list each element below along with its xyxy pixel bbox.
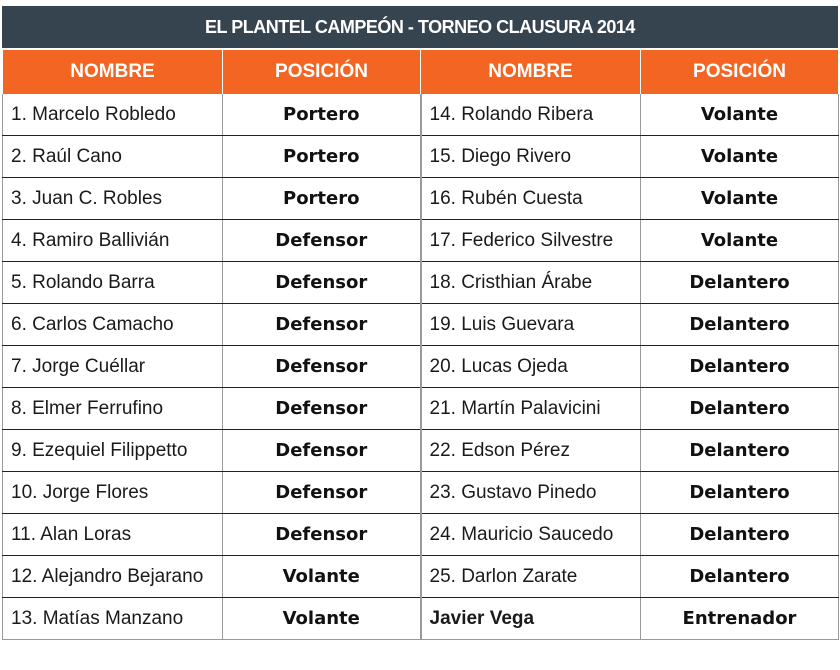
- table-row: [3, 304, 839, 346]
- player-position-right: Delantero: [641, 388, 839, 430]
- player-position-left: Defensor: [223, 514, 421, 556]
- player-position-left: Portero: [223, 178, 421, 220]
- player-position-left: Defensor: [223, 430, 421, 472]
- player-name-right: 22. Edson Pérez: [421, 430, 641, 472]
- roster-table: [2, 48, 839, 640]
- player-name-right: 21. Martín Palavicini: [421, 388, 641, 430]
- player-position-left: Defensor: [223, 262, 421, 304]
- player-position-right: Volante: [641, 136, 839, 178]
- player-name-right: 17. Federico Silvestre: [421, 220, 641, 262]
- table-row: [3, 388, 839, 430]
- column-header-name-left: NOMBRE: [3, 49, 223, 94]
- player-position-right: Delantero: [641, 430, 839, 472]
- player-name-right: 23. Gustavo Pinedo: [421, 472, 641, 514]
- player-name-left: 6. Carlos Camacho: [3, 304, 223, 346]
- player-name-left: 13. Matías Manzano: [3, 598, 223, 640]
- player-position-right: Volante: [641, 220, 839, 262]
- player-position-right: Volante: [641, 94, 839, 136]
- roster-figure: [2, 6, 838, 640]
- player-position-left: Defensor: [223, 472, 421, 514]
- player-name-right: 18. Cristhian Árabe: [421, 262, 641, 304]
- player-position-right: Delantero: [641, 262, 839, 304]
- table-row: [3, 514, 839, 556]
- roster-body: [3, 94, 839, 640]
- player-position-left: Volante: [223, 598, 421, 640]
- table-row: [3, 556, 839, 598]
- player-name-left: 2. Raúl Cano: [3, 136, 223, 178]
- player-position-right: Entrenador: [641, 598, 839, 640]
- player-name-right: Javier Vega: [421, 598, 641, 640]
- table-row: [3, 262, 839, 304]
- table-row: [3, 220, 839, 262]
- table-row: [3, 346, 839, 388]
- player-name-left: 9. Ezequiel Filippetto: [3, 430, 223, 472]
- player-position-right: Delantero: [641, 346, 839, 388]
- table-row: [3, 598, 839, 640]
- player-position-left: Volante: [223, 556, 421, 598]
- column-header-name-right: NOMBRE: [421, 49, 641, 94]
- player-name-right: 20. Lucas Ojeda: [421, 346, 641, 388]
- player-position-left: Defensor: [223, 346, 421, 388]
- player-name-left: 1. Marcelo Robledo: [3, 94, 223, 136]
- player-position-right: Delantero: [641, 556, 839, 598]
- player-name-left: 7. Jorge Cuéllar: [3, 346, 223, 388]
- player-name-left: 4. Ramiro Ballivián: [3, 220, 223, 262]
- table-row: [3, 136, 839, 178]
- player-name-left: 3. Juan C. Robles: [3, 178, 223, 220]
- player-position-right: Delantero: [641, 514, 839, 556]
- header-row: [3, 49, 839, 94]
- column-header-position-right: POSICIÓN: [641, 49, 839, 94]
- player-position-right: Volante: [641, 178, 839, 220]
- player-name-left: 12. Alejandro Bejarano: [3, 556, 223, 598]
- table-row: [3, 94, 839, 136]
- player-position-right: Delantero: [641, 472, 839, 514]
- player-name-left: 8. Elmer Ferrufino: [3, 388, 223, 430]
- table-row: [3, 430, 839, 472]
- player-name-left: 10. Jorge Flores: [3, 472, 223, 514]
- player-position-left: Defensor: [223, 388, 421, 430]
- player-position-left: Defensor: [223, 304, 421, 346]
- player-name-right: 16. Rubén Cuesta: [421, 178, 641, 220]
- table-row: [3, 472, 839, 514]
- player-name-left: 11. Alan Loras: [3, 514, 223, 556]
- player-name-right: 25. Darlon Zarate: [421, 556, 641, 598]
- player-name-right: 19. Luis Guevara: [421, 304, 641, 346]
- player-name-right: 24. Mauricio Saucedo: [421, 514, 641, 556]
- table-title: EL PLANTEL CAMPEÓN - TORNEO CLAUSURA 2014: [2, 6, 838, 48]
- player-position-right: Delantero: [641, 304, 839, 346]
- player-name-left: 5. Rolando Barra: [3, 262, 223, 304]
- player-position-left: Defensor: [223, 220, 421, 262]
- column-header-position-left: POSICIÓN: [223, 49, 421, 94]
- player-name-right: 14. Rolando Ribera: [421, 94, 641, 136]
- player-name-right: 15. Diego Rivero: [421, 136, 641, 178]
- table-row: [3, 178, 839, 220]
- player-position-left: Portero: [223, 94, 421, 136]
- player-position-left: Portero: [223, 136, 421, 178]
